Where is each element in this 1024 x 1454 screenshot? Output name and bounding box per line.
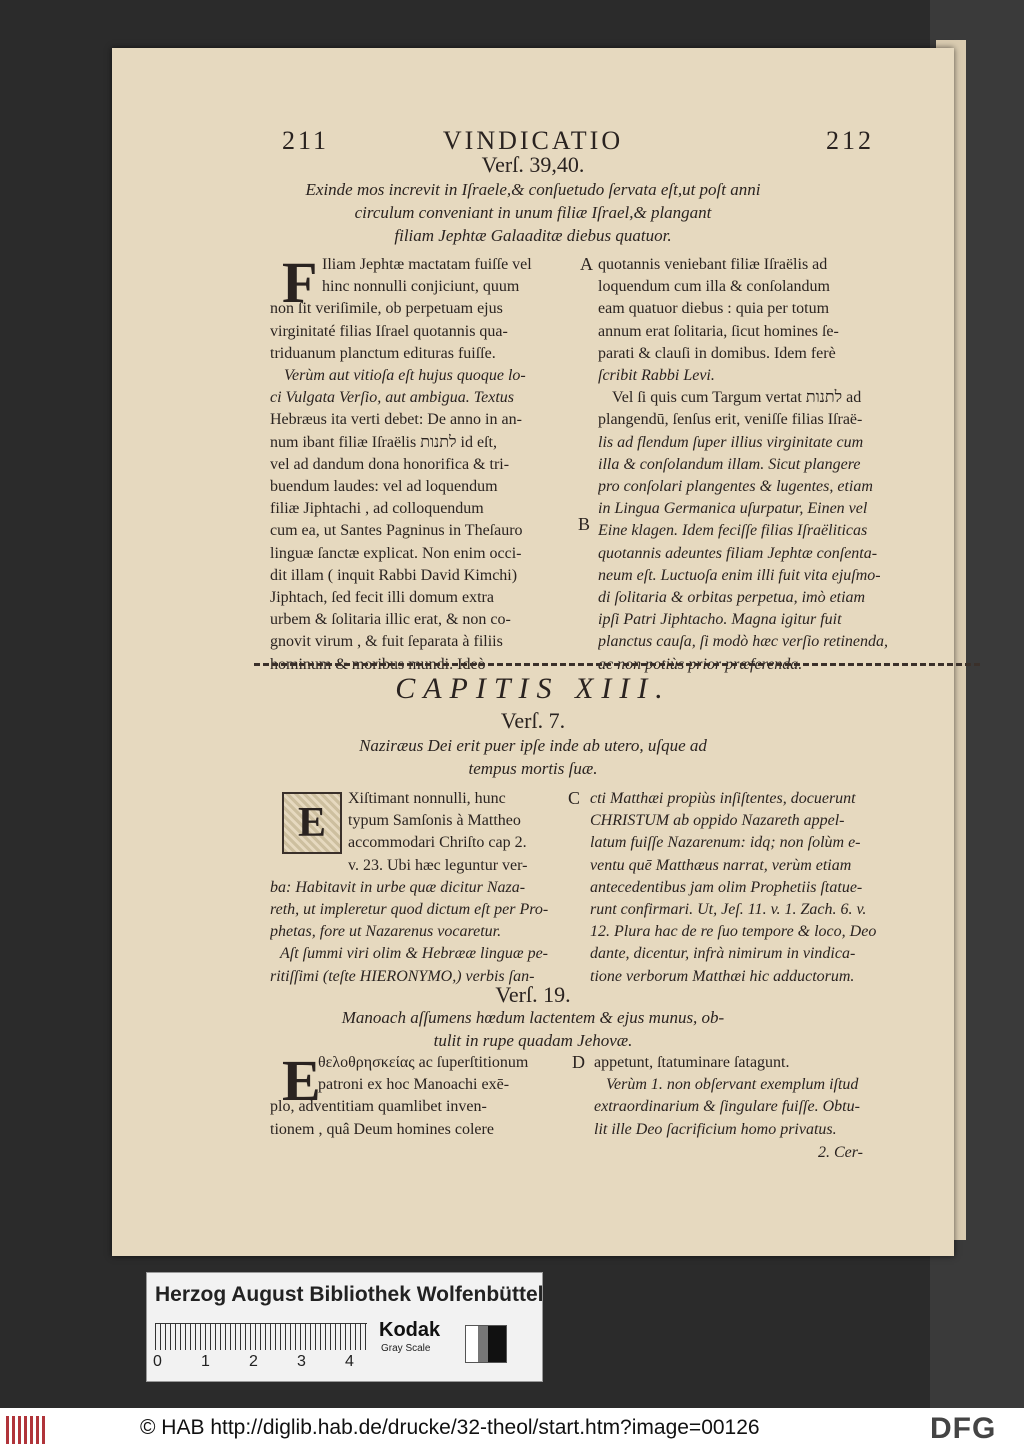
text-line: linguæ ſanctæ explicat. Non enim occi-: [270, 544, 522, 562]
kodak-brand: Kodak: [379, 1319, 441, 1341]
text-line: Hebræus ita verti debet: De anno in an-: [270, 411, 522, 429]
text-line: eam quatuor diebus : quia per totum: [598, 300, 830, 318]
scale-number: 4: [345, 1353, 354, 1370]
section-divider-rule: [254, 663, 980, 666]
text-line: quotannis veniebant filiæ Iſraëlis ad: [598, 256, 828, 273]
epigraph-line: circulum conveniant in unum filiæ Iſrael,& plangant: [354, 203, 712, 222]
text-line: CHRISTUM ab oppido Nazareth appel-: [590, 812, 845, 830]
running-title: VINDICATIO: [442, 126, 624, 155]
scale-number: 3: [297, 1353, 306, 1370]
text-line: loquendum cum illa & conſolandum: [598, 278, 830, 296]
text-line: extraordinarium & ſingulare fuiſſe. Obtu-: [594, 1098, 860, 1116]
margin-letter-a: A: [580, 254, 593, 274]
text-line: Vel ſi quis cum Targum vertat לתנות ad: [612, 389, 862, 407]
text-line: accommodari Chriſto cap 2.: [348, 834, 527, 852]
text-line: ba: Habitavit in urbe quæ dicitur Naza-: [270, 878, 526, 896]
text-line: latum fuiſſe Nazarenum: idq; non ſolùm e-: [590, 834, 861, 852]
text-line: di ſolitaria & orbitas perpetua, imò etiam: [598, 589, 866, 607]
text-line: num ibant filiæ Iſraëlis לתנות id eſt,: [270, 433, 497, 451]
verse-heading-1: Verſ. 39,40.: [481, 152, 585, 177]
page-number-right: 212: [826, 126, 874, 155]
drop-cap-e: E: [282, 1048, 321, 1113]
text-line: urbem & ſolitaria illic erat, & non co-: [270, 611, 511, 629]
text-line: hominum & moribus mundi. Ideò: [270, 655, 486, 673]
text-line: buendum laudes: vel ad loquendum: [270, 478, 498, 496]
text-line: hinc nonnulli conjiciunt, quum: [322, 278, 520, 296]
text-line: Verùm 1. non obſervant exemplum iſtud: [606, 1076, 859, 1094]
scale-ruler: [155, 1323, 367, 1350]
text-line: ipſi Patri Jiphtacho. Magna igitur fuit: [598, 611, 842, 629]
text-line: cum ea, ut Santes Pagninus in Theſauro: [270, 522, 523, 540]
text-line: gnovit virum , & fuit ſeparata à filiis: [270, 633, 503, 651]
text-line: parati & clauſi in domibus. Idem ferè: [598, 344, 836, 362]
gray-scale-swatch: [465, 1325, 507, 1363]
text-line: planctus cauſa, ſi modò hæc verſio retinenda,: [598, 633, 888, 651]
scale-number: 1: [201, 1353, 210, 1370]
copyright-url[interactable]: © HAB http://diglib.hab.de/drucke/32-theol/start.htm?image=00126: [140, 1416, 760, 1439]
text-line: Eine klagen. Idem feciſſe filias Iſraëliticas: [598, 522, 868, 540]
text-line: dit illam ( inquit Rabbi David Kimchi): [270, 566, 518, 584]
text-line: reth, ut impleretur quod dictum eſt per Pro-: [270, 901, 549, 919]
text-line: phetas, fore ut Nazarenus vocaretur.: [270, 923, 502, 941]
text-line: Xiſtimant nonnulli, hunc: [348, 790, 506, 807]
library-label-card: [146, 1272, 543, 1382]
text-line: ci Vulgata Verſio, aut ambigua. Textus: [270, 389, 514, 407]
section3-right-column: [594, 1052, 884, 1141]
text-line: cti Matthæi propiùs inſiſtentes, docuerunt: [590, 790, 856, 807]
epigraph-line: Exinde mos increvit in Iſraele,& conſuetudo ſervata eſt,ut poſt anni: [305, 180, 761, 199]
library-name: Herzog August Bibliothek Wolfenbüttel: [155, 1283, 544, 1306]
epigraph-1: [112, 178, 954, 247]
text-line: plo, adventitiam quamlibet inven-: [270, 1098, 487, 1116]
text-line: quotannis adeuntes filiam Jephtæ conſenta-: [598, 544, 878, 562]
scale-number: 2: [249, 1353, 258, 1370]
gray-scale-caption: Gray Scale: [381, 1343, 431, 1354]
epigraph-line: filiam Jephtæ Galaaditæ diebus quatuor.: [394, 226, 672, 245]
section1-right-column: [598, 254, 888, 676]
drop-cap-f: F: [282, 250, 318, 315]
text-line: v. 23. Ubi hæc leguntur ver-: [348, 856, 528, 874]
catchword: 2. Cer-: [818, 1144, 864, 1161]
page-number-left: 211: [282, 126, 330, 155]
epigraph-line: tulit in rupe quadam Jehovæ.: [433, 1031, 633, 1050]
text-line: neum eſt. Luctuoſa enim illi fuit vita ejuſmo-: [598, 566, 881, 584]
text-line: patroni ex hoc Manoachi exē-: [318, 1076, 510, 1094]
text-line: triduanum planctum edituras fuiſſe.: [270, 344, 496, 362]
chapter-title: CAPITIS XIII.: [395, 672, 671, 705]
text-line: dante, dicentur, infrà nimirum in vindica-: [590, 945, 856, 963]
book-page: [112, 48, 954, 1256]
text-line: Verùm aut vitioſa eſt hujus quoque lo-: [284, 367, 526, 385]
verse-heading-3: Verſ. 19.: [495, 982, 571, 1007]
epigraph-line: tempus mortis ſuæ.: [468, 759, 598, 778]
section2-left-column: [270, 788, 570, 988]
section2-right-column: [590, 788, 890, 988]
text-line: typum Samſonis à Mattheo: [348, 812, 521, 830]
epigraph-line: Manoach aſſumens hœdum lactentem & ejus munus, ob-: [341, 1008, 725, 1027]
verse-heading-2: Verſ. 7.: [500, 708, 566, 733]
text-line: Aſt ſummi viri olim & Hebrææ linguæ pe-: [280, 945, 548, 963]
text-line: plangendū, ſenſus erit, veniſſe filias Iſraë-: [598, 411, 863, 429]
text-line: Jiphtach, ſed fecit illi domum extra: [270, 589, 494, 607]
epigraph-2: [112, 734, 954, 780]
text-line: illa & conſolandum illam. Sicut plangere: [598, 455, 861, 473]
text-line: vel ad dandum dona honorifica & tri-: [270, 455, 510, 473]
text-line: pro conſolari plangentes & lugentes, etiam: [598, 478, 873, 496]
footer-bar: [0, 1408, 1024, 1454]
section3-left-column: [270, 1048, 570, 1141]
epigraph-line: Naziræus Dei erit puer ipſe inde ab utero, uſque ad: [359, 736, 707, 755]
ornamental-drop-cap-e: E: [282, 792, 342, 854]
text-line: annum erat ſolitaria, ſicut homines ſe-: [598, 322, 839, 340]
text-line: θελοθρησκείας ac ſuperſtitionum: [318, 1054, 529, 1071]
text-line: lis ad flendum ſuper illius virginitate cum: [598, 433, 864, 451]
section1-left-column: [270, 250, 570, 676]
epigraph-3: [112, 1006, 954, 1052]
text-line: non ſit veriſimile, ob perpetuam ejus: [270, 300, 503, 318]
hab-logo-icon: [6, 1416, 46, 1444]
margin-letter-d: D: [572, 1052, 585, 1072]
text-line: filiæ Jiphtachi , ad colloquendum: [270, 500, 484, 518]
text-line: 12. Plura hac de re ſuo tempore & loco, Deo: [590, 923, 877, 941]
text-line: ac non potiùs prior præferenda.: [598, 655, 803, 673]
text-line: tionem , quâ Deum homines colere: [270, 1120, 494, 1138]
text-line: in Lingua Germanica uſurpatur, Einen vel: [598, 500, 868, 518]
text-line: antecedentibus jam olim Prophetiis ſtatue-: [590, 878, 863, 896]
text-line: ſcribit Rabbi Levi.: [598, 367, 715, 385]
margin-letter-c: C: [568, 788, 581, 808]
text-line: lit ille Deo ſacrificium homo privatus.: [594, 1120, 837, 1138]
text-line: ritiſſimi (teſte HIERONYMO,) verbis ſan-: [270, 967, 535, 985]
scale-number: 0: [153, 1353, 162, 1370]
text-line: tione verborum Matthæi hic adductorum.: [590, 967, 855, 985]
text-line: appetunt, ſtatuminare ſatagunt.: [594, 1054, 790, 1071]
margin-letter-b: B: [578, 514, 591, 534]
dfg-logo: DFG: [930, 1412, 997, 1445]
text-line: ventu quē Matthæus narrat, verùm etiam: [590, 856, 852, 874]
text-line: Iliam Jephtæ mactatam fuiſſe vel: [322, 256, 532, 273]
text-line: runt confirmari. Ut, Jeſ. 11. v. 1. Zach. 6. v.: [590, 901, 867, 919]
text-line: virginitaté filias Iſrael quotannis qua-: [270, 322, 508, 340]
